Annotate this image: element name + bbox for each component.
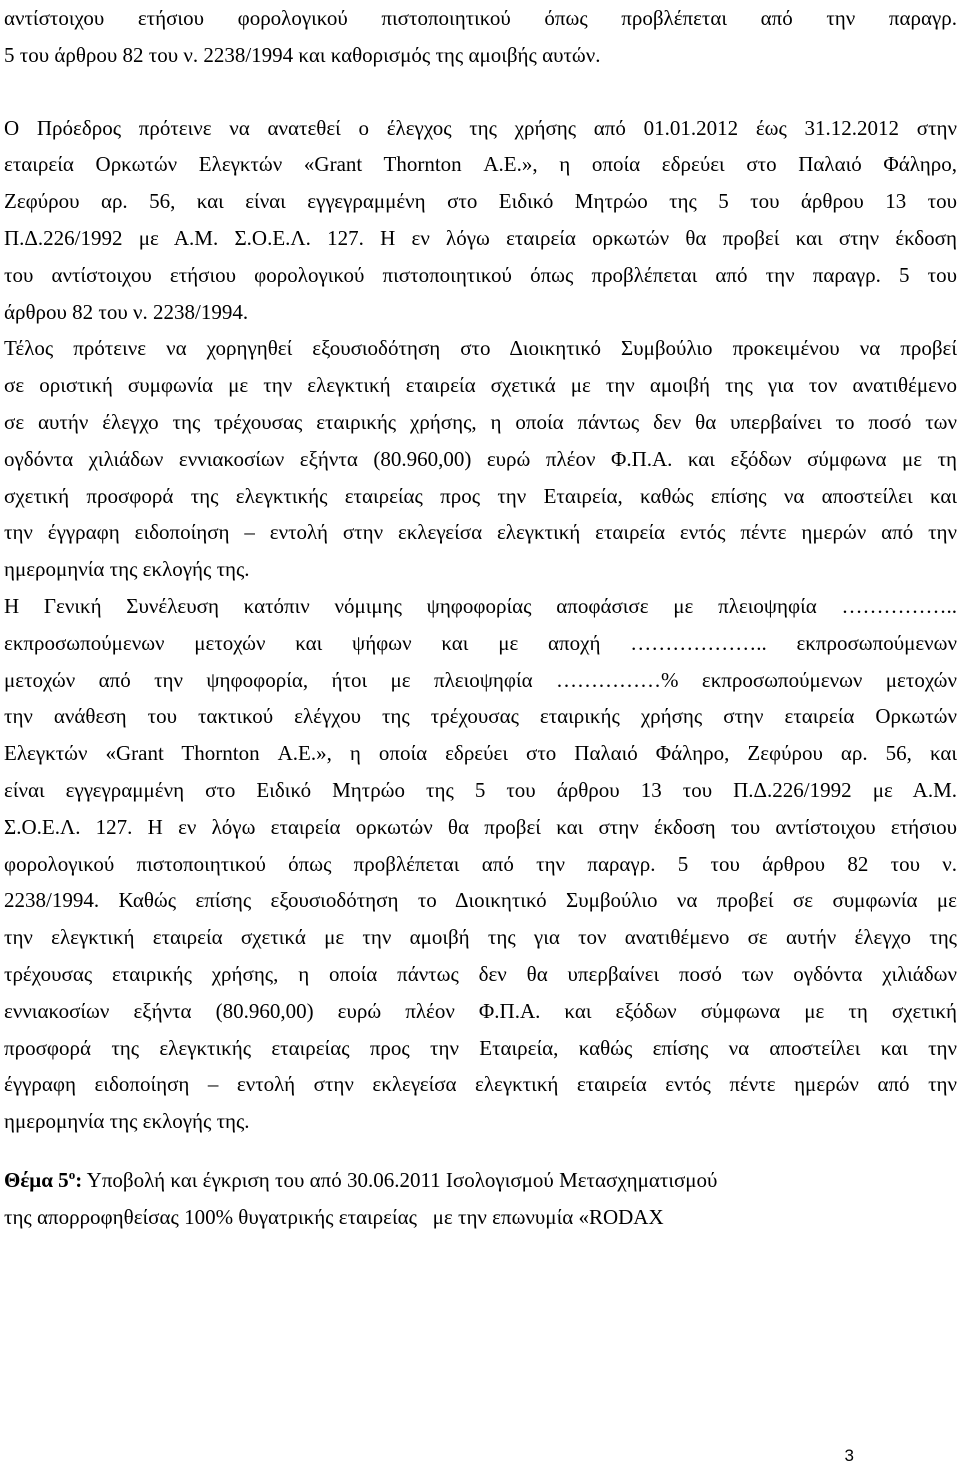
text-line: Π.Δ.226/1992 με Α.Μ. Σ.Ο.Ε.Λ. 127. Η εν λόγω εταιρεία ορκωτών θα προβεί και στην έκδοση (4, 225, 957, 250)
text-line: αντίστοιχου ετήσιου φορολογικού πιστοποιητικού όπως προβλέπεται από την παραγρ. (4, 6, 957, 30)
text-line: Ελεγκτών «Grant Thornton Α.Ε.», η οποία εδρεύει στο Παλαιό Φάληρο, Ζεφύρου αρ. 56, και (4, 741, 957, 766)
text-line: μετοχών από την ψηφοφορία, ήτοι με πλειοψηφία ……………% εκπροσωπούμενων μετοχών (4, 667, 957, 692)
text-line: ημερομηνία της εκλογής της. (4, 557, 250, 582)
theme-label: Θέμα 5 (4, 1167, 69, 1192)
text-line: ημερομηνία της εκλογής της. (4, 1109, 250, 1134)
theme-superscript: ο (68, 1166, 76, 1182)
text-line: Τέλος πρότεινε να χορηγηθεί εξουσιοδότηση στο Διοικητικό Συμβούλιο προκειμένου να προβεί (4, 336, 957, 361)
text-line: την ανάθεση του τακτικού ελέγχου της τρέχουσας εταιρικής χρήσης στην εταιρεία Ορκωτών (4, 704, 957, 729)
page-number: 3 (844, 1446, 854, 1465)
text-line: 5 του άρθρου 82 του ν. 2238/1994 και καθορισμός της αμοιβής αυτών. (4, 42, 601, 67)
text-line: Σ.Ο.Ε.Λ. 127. Η εν λόγω εταιρεία ορκωτών θα προβεί και στην έκδοση του αντίστοιχου ετήσιου (4, 814, 957, 839)
text-line: Ζεφύρου αρ. 56, και είναι εγγεγραμμένη στο Ειδικό Μητρώο της 5 του άρθρου 13 του (4, 189, 957, 214)
text-line: προσφορά της ελεγκτικής εταιρείας προς την Εταιρεία, καθώς επίσης να αποστείλει και την (4, 1035, 957, 1060)
theme-second-line: της απορροφηθείσας 100% θυγατρικής εταιρείας με την επωνυμία «RODAX (4, 1204, 664, 1229)
text-line: Η Γενική Συνέλευση κατόπιν νόμιμης ψηφοφορίας αποφάσισε με πλειοψηφία …………….. (4, 593, 957, 618)
theme-title-line (4, 1162, 957, 1199)
text-line: σχετική προσφορά της ελεγκτικής εταιρείας προς την Εταιρεία, καθώς επίσης να αποστείλει και (4, 483, 957, 508)
paragraph-main (4, 110, 957, 1140)
text-line: σε οριστική συμφωνία με την ελεγκτική εταιρεία σχετικά με την αμοιβή της για τον ανατιθέμενο (4, 373, 957, 398)
text-line: εταιρεία Ορκωτών Ελεγκτών «Grant Thornton Α.Ε.», η οποία εδρεύει στο Παλαιό Φάληρο, (4, 152, 957, 177)
text-line: Ο Πρόεδρος πρότεινε να ανατεθεί ο έλεγχος της χρήσης από 01.01.2012 έως 31.12.2012 στην (4, 115, 957, 140)
text-line: την ελεγκτική εταιρεία σχετικά με την αμοιβή της για τον ανατιθέμενο σε αυτήν έλεγχο της (4, 925, 957, 950)
theme-title-text: Υποβολή και έγκριση του από 30.06.2011 Ισολογισμού Μετασχηματισμού (82, 1167, 718, 1192)
text-line: σε αυτήν έλεγχο της τρέχουσας εταιρικής χρήσης, η οποία πάντως δεν θα υπερβαίνει το ποσό των (4, 409, 957, 434)
theme-heading (4, 1162, 957, 1236)
paragraph-top (4, 0, 957, 74)
document-page (4, 0, 957, 1236)
text-line: φορολογικού πιστοποιητικού όπως προβλέπεται από την παραγρ. 5 του άρθρου 82 του ν. (4, 851, 957, 876)
text-line: έγγραφη ειδοποίηση – εντολή στην εκλεγείσα ελεγκτική εταιρεία εντός πέντε ημερών από την (4, 1072, 957, 1097)
theme-colon: : (75, 1167, 83, 1192)
text-line: άρθρου 82 του ν. 2238/1994. (4, 299, 249, 324)
text-line: 2238/1994. Καθώς επίσης εξουσιοδότηση το Διοικητικό Συμβούλιο να προβεί σε συμφωνία με (4, 888, 957, 913)
text-line: του αντίστοιχου ετήσιου φορολογικού πιστοποιητικού όπως προβλέπεται από την παραγρ. 5 του (4, 262, 957, 287)
text-line: ογδόντα χιλιάδων εννιακοσίων εξήντα (80.960,00) ευρώ πλέον Φ.Π.Α. και εξόδων σύμφωνα με τη (4, 446, 957, 471)
text-line: είναι εγγεγραμμένη στο Ειδικό Μητρώο της 5 του άρθρου 13 του Π.Δ.226/1992 με Α.Μ. (4, 777, 957, 802)
text-line: εννιακοσίων εξήντα (80.960,00) ευρώ πλέον Φ.Π.Α. και εξόδων σύμφωνα με τη σχετική (4, 998, 957, 1023)
text-line: εκπροσωπούμενων μετοχών και ψήφων και με αποχή ……………….. εκπροσωπούμενων (4, 630, 957, 655)
text-line: τρέχουσας εταιρικής χρήσης, η οποία πάντως δεν θα υπερβαίνει ποσό των ογδόντα χιλιάδων (4, 961, 957, 986)
text-line: την έγγραφη ειδοποίηση – εντολή στην εκλεγείσα ελεγκτική εταιρεία εντός πέντε ημερών από την (4, 520, 957, 545)
